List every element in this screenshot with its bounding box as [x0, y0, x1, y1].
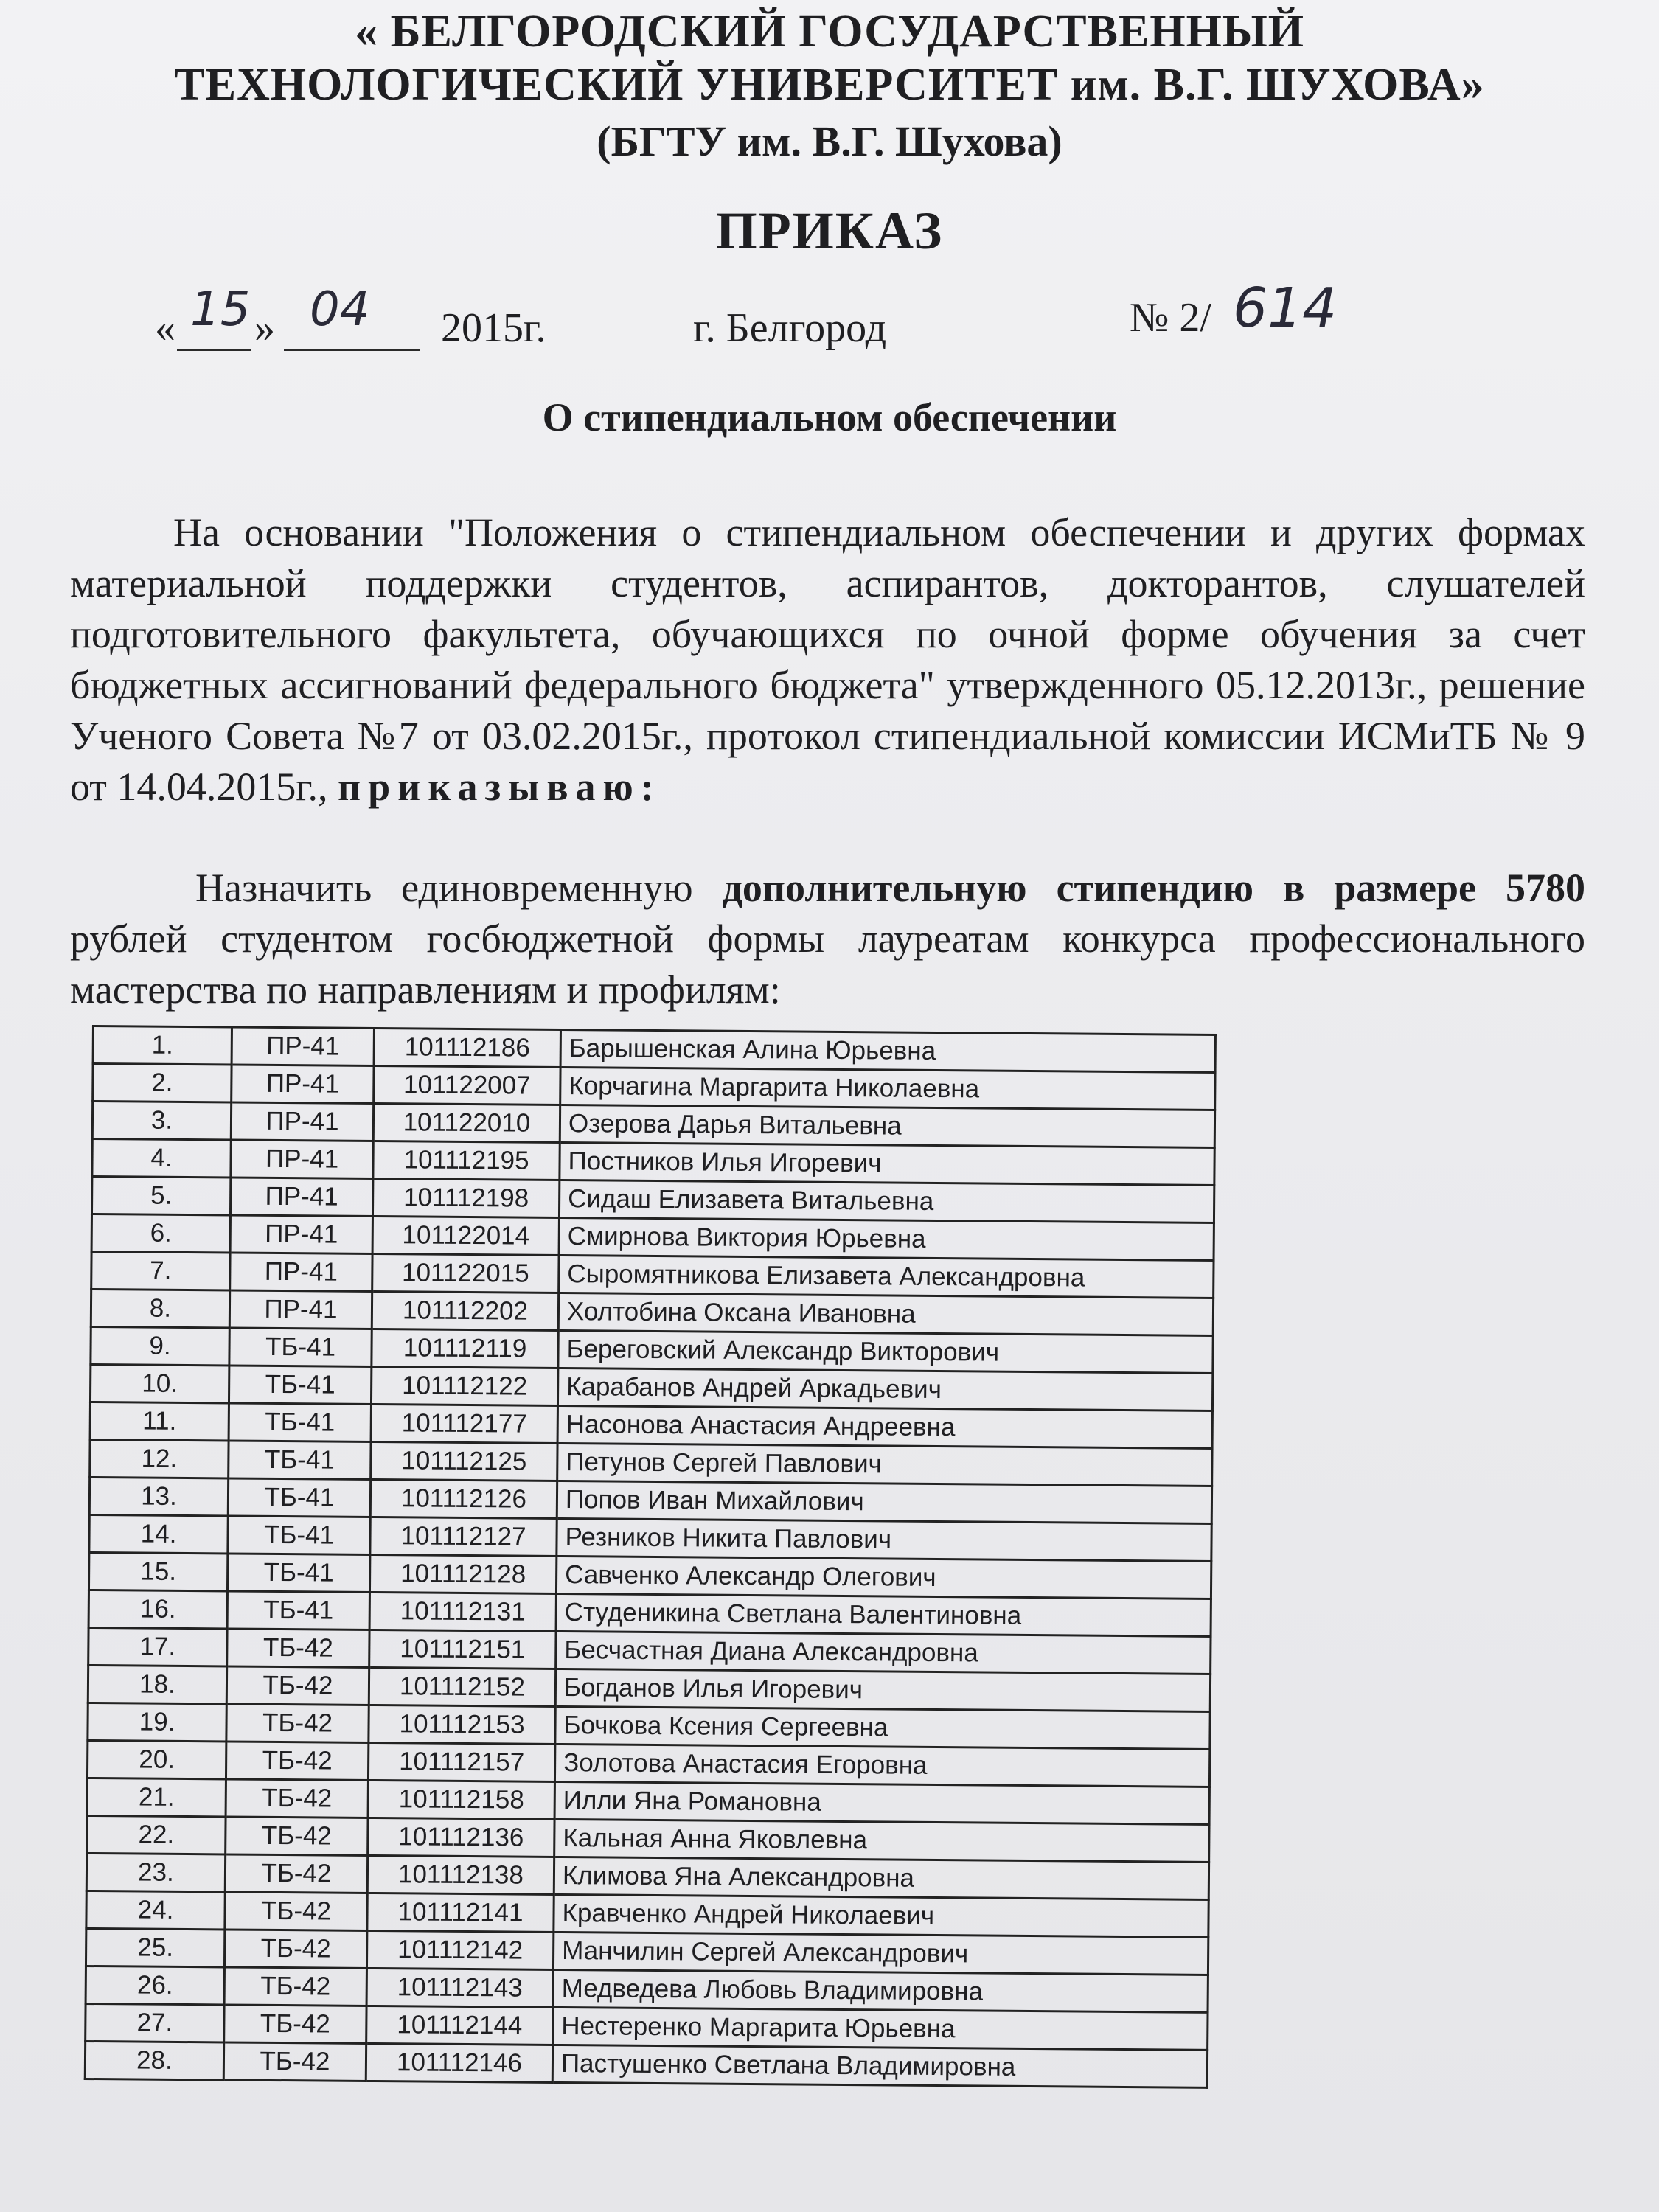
student-id-cell: 101112202	[372, 1291, 558, 1330]
table-row	[85, 2041, 1207, 2087]
row-number: 12.	[90, 1439, 229, 1478]
row-number: 21.	[87, 1778, 226, 1816]
group-cell: ТБ-41	[229, 1366, 371, 1405]
group-cell: ПР-41	[229, 1290, 372, 1329]
group-cell: ПР-41	[231, 1140, 373, 1179]
student-id-cell: 101112186	[374, 1029, 560, 1068]
assignment-text-2: рублей студентом госбюджетной формы лауреатам конкурса профессионального мастерства по направлениям и профилям:	[70, 917, 1585, 1012]
student-id-cell: 101112198	[372, 1178, 559, 1217]
student-id-cell: 101112144	[366, 2006, 553, 2045]
student-id-cell: 101112126	[370, 1479, 557, 1518]
row-number: 15.	[88, 1552, 227, 1590]
student-id-cell: 101122015	[372, 1253, 559, 1293]
student-name-cell: Резников Никита Павлович	[557, 1518, 1211, 1561]
row-number: 13.	[89, 1477, 228, 1515]
student-name-cell: Бесчастная Диана Александровна	[556, 1631, 1211, 1674]
group-cell: ТБ-42	[226, 1817, 368, 1856]
row-number: 23.	[86, 1853, 225, 1891]
group-cell: ТБ-42	[225, 1892, 367, 1931]
row-number: 20.	[87, 1740, 226, 1778]
student-id-cell: 101112131	[369, 1592, 556, 1631]
group-cell: ТБ-41	[227, 1554, 369, 1593]
group-cell: ПР-41	[230, 1178, 372, 1217]
group-cell: ТБ-41	[229, 1403, 371, 1442]
row-number: 6.	[91, 1214, 230, 1253]
row-number: 17.	[88, 1627, 227, 1666]
group-cell: ТБ-42	[224, 1967, 366, 2006]
student-name-cell: Кальная Анна Яковлевна	[554, 1819, 1209, 1862]
student-name-cell: Смирнова Виктория Юрьевна	[559, 1217, 1214, 1260]
student-name-cell: Бочкова Ксения Сергеевна	[555, 1706, 1210, 1749]
group-cell: ТБ-42	[226, 1666, 369, 1705]
student-id-cell: 101112136	[368, 1818, 554, 1857]
date-quote-close: »	[254, 305, 275, 351]
student-name-cell: Савченко Александр Олегович	[556, 1556, 1211, 1599]
student-name-cell: Золотова Анастасия Егоровна	[554, 1744, 1209, 1787]
row-number: 10.	[90, 1364, 229, 1402]
student-name-cell: Климова Яна Александровна	[554, 1857, 1208, 1899]
group-cell: ТБ-41	[227, 1591, 369, 1630]
assignment-bold-text: дополнительную стипендию в размере 5780	[722, 866, 1585, 910]
student-id-cell: 101112177	[371, 1404, 557, 1443]
group-cell: ТБ-41	[228, 1516, 370, 1555]
group-cell: ПР-41	[231, 1102, 373, 1141]
group-cell: ПР-41	[230, 1215, 372, 1254]
student-id-cell: 101122010	[373, 1104, 560, 1143]
student-id-cell: 101112125	[371, 1441, 557, 1481]
student-name-cell: Студеникина Светлана Валентиновна	[556, 1593, 1211, 1636]
group-cell: ТБ-42	[225, 1854, 367, 1893]
row-number: 9.	[91, 1326, 229, 1365]
group-cell: ПР-41	[232, 1065, 374, 1104]
row-number: 19.	[88, 1703, 226, 1741]
student-name-cell: Пастушенко Светлана Владимировна	[552, 2045, 1207, 2087]
date-day-handwritten: 15	[190, 282, 251, 337]
student-id-cell: 101112128	[369, 1554, 556, 1593]
row-number: 25.	[86, 1928, 224, 1966]
order-word: приказываю:	[337, 765, 661, 809]
student-id-cell: 101112138	[367, 1855, 554, 1894]
student-id-cell: 101112152	[369, 1667, 555, 1706]
student-name-cell: Нестеренко Маргарита Юрьевна	[553, 2007, 1208, 2050]
order-number-handwritten: 614	[1233, 276, 1338, 340]
date-line	[0, 276, 1659, 365]
student-id-cell: 101112158	[368, 1780, 554, 1819]
date-month-handwritten: 04	[310, 282, 370, 337]
month-underline	[284, 349, 420, 351]
student-name-cell: Сыромятникова Елизавета Александровна	[559, 1255, 1214, 1298]
student-id-cell: 101112122	[371, 1366, 557, 1405]
row-number: 24.	[86, 1891, 225, 1929]
row-number: 1.	[93, 1026, 232, 1065]
group-cell: ТБ-42	[224, 2005, 366, 2044]
university-abbreviation: (БГТУ им. В.Г. Шухова)	[597, 117, 1062, 165]
student-id-cell: 101112195	[373, 1141, 560, 1180]
student-name-cell: Медведева Любовь Владимировна	[553, 1969, 1208, 2012]
student-id-cell: 101122014	[372, 1216, 559, 1255]
row-number: 3.	[92, 1102, 231, 1140]
student-id-cell: 101122007	[374, 1066, 560, 1105]
row-number: 11.	[90, 1402, 229, 1440]
student-name-cell: Барышенская Алина Юрьевна	[560, 1029, 1215, 1072]
date-quote-open: «	[155, 305, 175, 351]
basis-paragraph	[70, 507, 1585, 813]
student-id-cell: 101112119	[372, 1329, 558, 1368]
row-number: 26.	[86, 1966, 224, 2004]
student-id-cell: 101112141	[367, 1893, 554, 1932]
student-name-cell: Кравченко Андрей Николаевич	[554, 1894, 1208, 1937]
row-number: 22.	[87, 1815, 226, 1854]
student-id-cell: 101112157	[368, 1742, 554, 1781]
row-number: 27.	[86, 2003, 224, 2042]
row-number: 7.	[91, 1252, 230, 1290]
day-underline	[177, 349, 251, 351]
university-name-line-2: ТЕХНОЛОГИЧЕСКИЙ УНИВЕРСИТЕТ им. В.Г. ШУХОВА»	[174, 60, 1485, 110]
student-name-cell: Богданов Илья Игоревич	[555, 1669, 1210, 1711]
student-id-cell: 101112146	[366, 2043, 552, 2082]
student-id-cell: 101112142	[366, 1930, 553, 1969]
group-cell: ТБ-41	[228, 1478, 370, 1517]
assignment-text-1: Назначить единовременную	[195, 866, 723, 910]
row-number: 4.	[92, 1139, 231, 1178]
group-cell: ПР-41	[232, 1027, 374, 1066]
group-cell: ТБ-42	[226, 1779, 368, 1818]
group-cell: ТБ-41	[229, 1328, 372, 1367]
row-number: 16.	[88, 1590, 227, 1628]
row-number: 8.	[91, 1290, 229, 1328]
row-number: 5.	[91, 1177, 230, 1215]
student-name-cell: Холтобина Оксана Ивановна	[558, 1293, 1213, 1335]
row-number: 2.	[93, 1064, 232, 1102]
student-name-cell: Насонова Анастасия Андреевна	[557, 1405, 1212, 1448]
order-subject: О стипендиальном обеспечении	[542, 395, 1117, 439]
student-name-cell: Карабанов Андрей Аркадьевич	[557, 1368, 1212, 1411]
student-id-cell: 101112153	[369, 1705, 555, 1744]
city: г. Белгород	[693, 305, 887, 351]
student-name-cell: Петунов Сергей Павлович	[557, 1443, 1212, 1486]
group-cell: ТБ-42	[224, 1930, 366, 1969]
group-cell: ТБ-42	[226, 1742, 368, 1781]
student-name-cell: Манчилин Сергей Александрович	[553, 1932, 1208, 1975]
assignment-paragraph	[70, 863, 1585, 1015]
student-name-cell: Постников Илья Игоревич	[560, 1142, 1214, 1185]
document-title: ПРИКАЗ	[715, 201, 944, 260]
student-name-cell: Попов Иван Михайлович	[557, 1481, 1211, 1523]
date-year: 2015г.	[441, 305, 546, 351]
group-cell: ТБ-41	[229, 1441, 371, 1480]
order-number-label: № 2/	[1130, 295, 1211, 341]
student-name-cell: Сидаш Елизавета Витальевна	[559, 1180, 1214, 1222]
basis-text: На основании "Положения о стипендиальном обеспечении и других формах материальной поддержки студентов, аспирантов, докторантов, слушателей подготовительного факультета, обучающихся по очной форме обучения за счет бюджетных ассигнований федерального бюджета" утвержденного 05.12.2013г., решение Ученого Совета №7 от 03.02.2015г., протокол стипендиальной комиссии ИСМиТБ № 9 от 14.04.2015г.,	[70, 510, 1585, 809]
row-number: 28.	[85, 2041, 223, 2079]
student-id-cell: 101112127	[370, 1517, 557, 1556]
student-id-cell: 101112151	[369, 1630, 556, 1669]
group-cell: ТБ-42	[223, 2042, 366, 2081]
group-cell: ТБ-42	[226, 1704, 369, 1743]
student-name-cell: Озерова Дарья Витальевна	[560, 1105, 1214, 1147]
student-id-cell: 101112143	[366, 1968, 553, 2007]
group-cell: ПР-41	[230, 1253, 372, 1292]
student-name-cell: Береговский Александр Викторович	[558, 1330, 1213, 1373]
students-table	[84, 1025, 1217, 2089]
row-number: 18.	[88, 1665, 226, 1703]
student-name-cell: Илли Яна Романовна	[554, 1781, 1209, 1824]
student-name-cell: Корчагина Маргарита Николаевна	[560, 1067, 1215, 1110]
group-cell: ТБ-42	[227, 1629, 369, 1668]
university-name-line-1: « БЕЛГОРОДСКИЙ ГОСУДАРСТВЕННЫЙ	[355, 7, 1304, 57]
row-number: 14.	[89, 1514, 228, 1553]
